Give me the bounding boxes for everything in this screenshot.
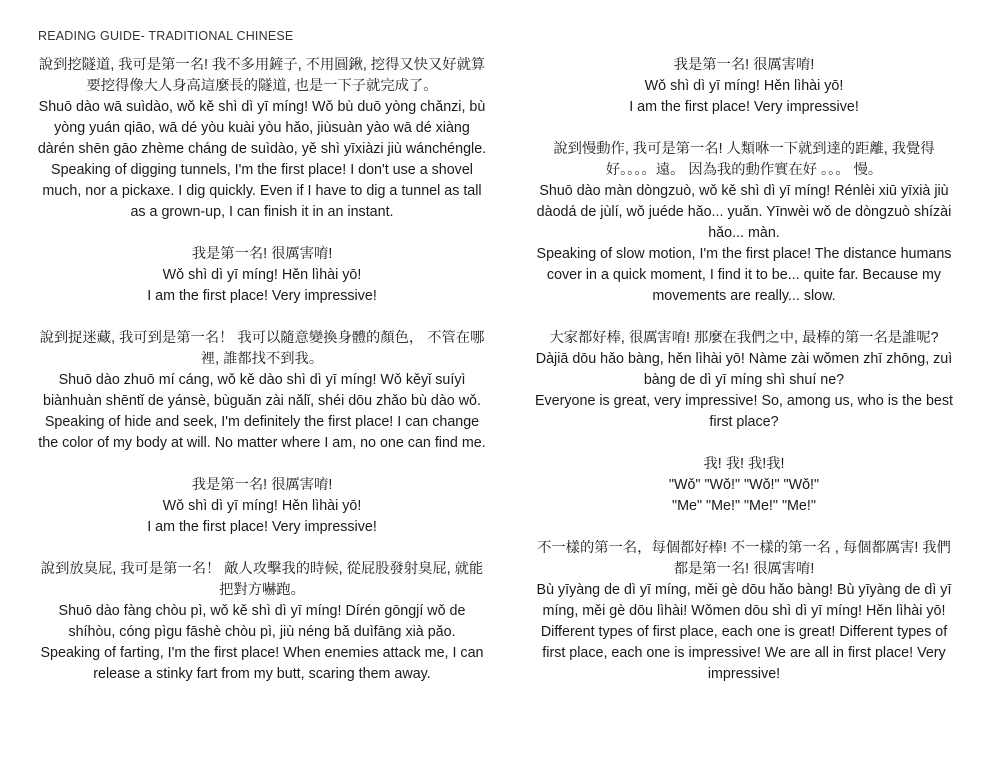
passage-refrain: [36, 244, 488, 307]
passage-slow-motion: [530, 139, 958, 307]
english-text: Speaking of slow motion, I'm the first place! The distance humans cover in a quick moment, I find it to be... quite far. Because my movements are really... slow.: [536, 246, 952, 304]
pinyin-text: Bù yīyàng de dì yī míng, měi gè dōu hǎo bàng! Bù yīyàng de dì yī míng, měi gè dōu lìhài! Wǒmen dōu shì dì yī míng! Hěn lìhài yō!: [536, 582, 952, 619]
english-text: Speaking of farting, I'm the first place! When enemies attack me, I can release a stinky fart from my butt, scaring them away.: [40, 645, 484, 682]
left-column: [36, 55, 488, 706]
english-text: Speaking of digging tunnels, I'm the first place! I don't use a shovel much, nor a pickaxe. I dig quickly. Even if I have to dig a tunnel as tall as a grown-up, I can finish it in an instant.: [42, 162, 482, 220]
pinyin-text: Shuō dào fàng chòu pì, wǒ kě shì dì yī míng! Dírén gōngjí wǒ de shíhòu, cóng pìgu fāshè chòu pì, jiù néng bǎ duìfāng xià pǎo.: [58, 603, 466, 640]
passage-conclusion: [530, 538, 958, 685]
pinyin-text: Shuō dào màn dòngzuò, wǒ kě shì dì yī míng! Rénlèi xiū yīxià jiù dàodá de jùlí, wǒ juéde hǎo... yuǎn. Yīnwèi wǒ de dòngzuò shízài hǎo... màn.: [536, 183, 952, 241]
chinese-text: 大家都好棒, 很厲害唷! 那麼在我們之中, 最棒的第一名是誰呢?: [549, 330, 939, 346]
pinyin-text: Shuō dào wā suìdào, wǒ kě shì dì yī míng! Wǒ bù duō yòng chǎnzi, bù yòng yuán qiāo, wā dé yòu kuài yòu hǎo, jiùsuàn yào wā dé xiàng dàrén shēn gāo zhème cháng de suìdào, yě shì yīxiàzi jiù wánchéngle.: [37, 99, 487, 157]
chinese-text: 不一樣的第一名，每個都好棒! 不一樣的第一名 , 每個都厲害! 我們都是第一名! 很厲害唷!: [537, 540, 951, 577]
passage-hide-and-seek: [36, 328, 488, 454]
english-text: I am the first place! Very impressive!: [629, 99, 859, 115]
chinese-text: 我是第一名! 很厲害唷!: [191, 477, 333, 493]
pinyin-text: Dàjiā dōu hǎo bàng, hěn lìhài yō! Nàme zài wǒmen zhī zhōng, zuì bàng de dì yī míng shì shuí ne?: [535, 351, 953, 388]
pinyin-text: Wǒ shì dì yī míng! Hěn lìhài yō!: [162, 498, 362, 514]
chinese-text: 我是第一名! 很厲害唷!: [191, 246, 333, 262]
passage-digging: [36, 55, 488, 223]
chinese-text: 說到捉迷藏, 我可到是第一名！ 我可以隨意變換身體的顏色， 不管在哪裡, 誰都找不到我。: [39, 330, 485, 367]
chinese-text: 說到挖隧道, 我可是第一名! 我不多用鏟子, 不用圓鍬, 挖得又快又好就算要挖得像大人身高這麼長的隧道, 也是一下子就完成了。: [38, 57, 486, 94]
chinese-text: 我是第一名! 很厲害唷!: [673, 57, 815, 73]
passage-farting: [36, 559, 488, 685]
passage-me-me: [530, 454, 958, 517]
chinese-text: 說到慢動作, 我可是第一名! 人類咻一下就到達的距離, 我覺得好。。。。遠。 因為我的動作實在好 。。。 慢。: [553, 141, 935, 178]
pinyin-text: Wǒ shì dì yī míng! Hěn lìhài yō!: [162, 267, 362, 283]
passage-refrain: [530, 55, 958, 118]
document-header: READING GUIDE- TRADITIONAL CHINESE: [38, 29, 294, 43]
english-text: I am the first place! Very impressive!: [147, 288, 377, 304]
pinyin-text: Shuō dào zhuō mí cáng, wǒ kě dào shì dì yī míng! Wǒ kěyǐ suíyì biànhuàn shēntǐ de yánsè, bùguǎn zài nǎlǐ, shéi dōu zhǎo bù dào wǒ.: [43, 372, 481, 409]
pinyin-text: "Wǒ" "Wǒ!" "Wǒ!" "Wǒ!": [668, 477, 820, 493]
passage-refrain: [36, 475, 488, 538]
chinese-text: 我! 我! 我!我!: [703, 456, 785, 472]
right-column: [530, 55, 958, 706]
english-text: "Me" "Me!" "Me!" "Me!": [672, 498, 816, 514]
chinese-text: 說到放臭屁, 我可是第一名！ 敵人攻擊我的時候, 從屁股發射臭屁, 就能把對方嚇跑。: [40, 561, 484, 598]
english-text: Everyone is great, very impressive! So, among us, who is the best first place?: [535, 393, 953, 430]
english-text: Different types of first place, each one is great! Different types of first place, each one is impressive! We are all in first place! Very impressive!: [540, 624, 948, 682]
passage-question: [530, 328, 958, 433]
pinyin-text: Wǒ shì dì yī míng! Hěn lìhài yō!: [644, 78, 844, 94]
english-text: I am the first place! Very impressive!: [147, 519, 377, 535]
english-text: Speaking of hide and seek, I'm definitely the first place! I can change the color of my body at will. No matter where I am, no one can find me.: [38, 414, 486, 451]
